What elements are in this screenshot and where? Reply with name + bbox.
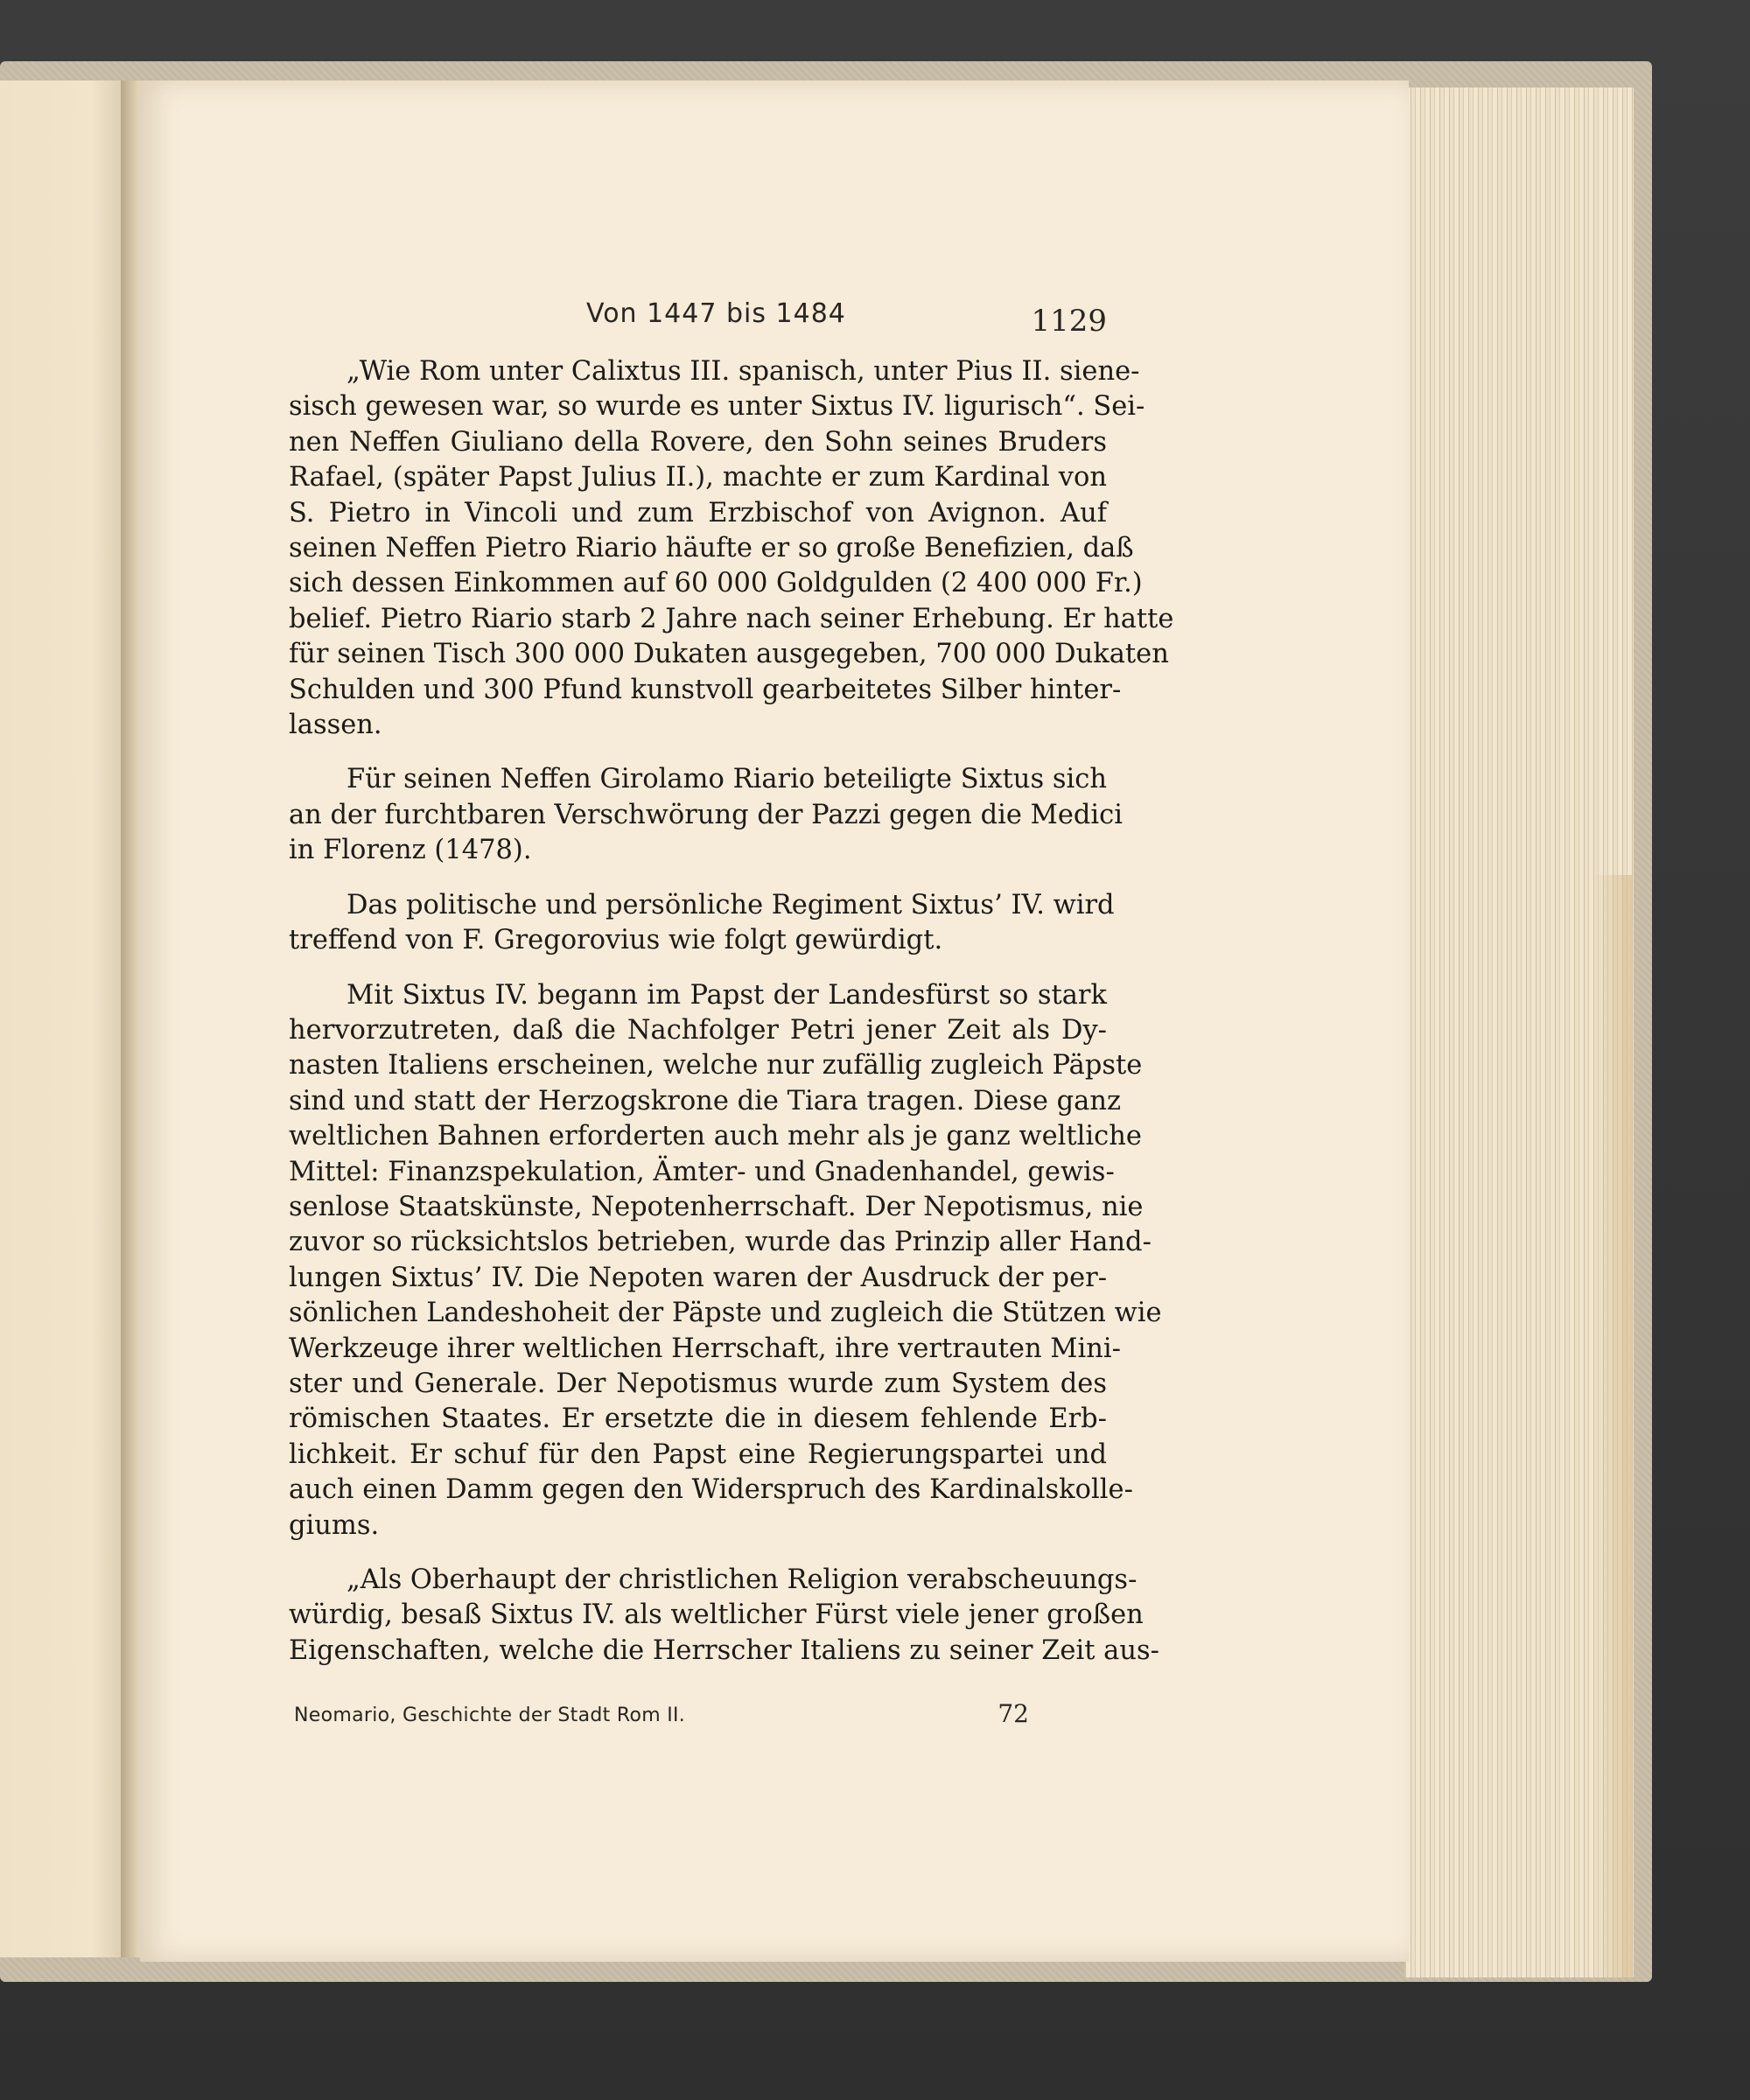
footer-book-title: Neomario, Geschichte der Stadt Rom II.: [294, 1704, 686, 1726]
text-line: Mit Sixtus IV. begann im Papst der Landesfürst so stark: [346, 979, 1107, 1011]
text-line: ster und Generale. Der Nepotismus wurde zum System des: [289, 1368, 1107, 1399]
text-line: würdig, besaß Sixtus IV. als weltlicher Fürst viele jener großen: [289, 1600, 1144, 1631]
text-line: sind und statt der Herzogskrone die Tiara tragen. Diese ganz: [289, 1085, 1122, 1116]
text-line: „Als Oberhaupt der christlichen Religion verabscheuungs-: [346, 1564, 1138, 1595]
text-line: treffend von F. Gregorovius wie folgt gewürdigt.: [289, 925, 943, 956]
text-line: giums.: [289, 1509, 380, 1541]
text-line: Für seinen Neffen Girolamo Riario beteiligte Sixtus sich: [346, 764, 1107, 795]
paragraph: [289, 888, 1115, 959]
text-line: sönlichen Landeshoheit der Päpste und zugleich die Stützen wie: [289, 1298, 1162, 1329]
text-line: seinen Neffen Pietro Riario häufte er so große Benefizien, daß: [289, 533, 1134, 564]
text-line: sisch gewesen war, so wurde es unter Sixtus IV. ligurisch“. Sei-: [289, 391, 1145, 423]
text-line: sich dessen Einkommen auf 60 000 Goldgulden (2 400 000 Fr.): [289, 568, 1143, 599]
text-line: lungen Sixtus’ IV. Die Nepoten waren der Ausdruck der per-: [289, 1262, 1107, 1293]
paragraph: [289, 354, 1174, 743]
text-line: für seinen Tisch 300 000 Dukaten ausgegeben, 700 000 Dukaten: [289, 639, 1169, 670]
text-line: auch einen Damm gegen den Widerspruch des Kardinalskolle-: [289, 1474, 1133, 1506]
text-line: lassen.: [289, 710, 382, 741]
text-line: Rafael, (später Papst Julius II.), machte er zum Kardinal von: [289, 462, 1107, 494]
paragraph: [289, 1563, 1159, 1669]
text-line: Mittel: Finanzspekulation, Ämter- und Gnadenhandel, gewis-: [289, 1156, 1115, 1187]
text-line: nasten Italiens erscheinen, welche nur zufällig zugleich Päpste: [289, 1050, 1143, 1082]
page-body-text: [289, 354, 1174, 1688]
text-line: hervorzutreten, daß die Nachfolger Petri jener Zeit als Dy-: [289, 1014, 1107, 1046]
text-line: nen Neffen Giuliano della Rovere, den Sohn seines Bruders: [289, 426, 1107, 458]
running-title: Von 1447 bis 1484: [586, 298, 846, 329]
text-line: senlose Staatskünste, Nepotenherrschaft. Der Nepotismus, nie: [289, 1191, 1144, 1222]
page-edges-shade: [1592, 875, 1632, 1978]
text-line: römischen Staates. Er ersetzte die in diesem fehlende Erb-: [289, 1404, 1107, 1435]
page-number: 1129: [1031, 304, 1107, 339]
page-footer: [294, 1698, 1029, 1741]
text-line: Schulden und 300 Pfund kunstvoll gearbeitetes Silber hinter-: [289, 674, 1122, 705]
text-line: in Florenz (1478).: [289, 835, 532, 866]
text-line: Das politische und persönliche Regiment Sixtus’ IV. wird: [346, 889, 1115, 920]
text-line: lichkeit. Er schuf für den Papst eine Regierungspartei und: [289, 1438, 1107, 1470]
left-page-edge: [0, 80, 131, 1957]
text-line: an der furchtbaren Verschwörung der Pazzi gegen die Medici: [289, 799, 1124, 830]
text-line: zuvor so rücksichtslos betrieben, wurde das Prinzip aller Hand-: [289, 1227, 1152, 1258]
text-line: S. Pietro in Vincoli und zum Erzbischof von Avignon. Auf: [289, 497, 1107, 528]
running-head: [289, 293, 1107, 346]
paragraph: [289, 978, 1162, 1544]
text-line: „Wie Rom unter Calixtus III. spanisch, unter Pius II. siene-: [346, 356, 1140, 387]
paragraph: [289, 762, 1124, 868]
text-line: belief. Pietro Riario starb 2 Jahre nach seiner Erhebung. Er hatte: [289, 603, 1174, 634]
signature-mark: 72: [998, 1699, 1029, 1728]
text-line: Werkzeuge ihrer weltlichen Herrschaft, ihre vertrauten Mini-: [289, 1333, 1121, 1364]
text-line: weltlichen Bahnen erforderten auch mehr als je ganz weltliche: [289, 1121, 1142, 1152]
text-line: Eigenschaften, welche die Herrscher Italiens zu seiner Zeit aus-: [289, 1634, 1159, 1666]
